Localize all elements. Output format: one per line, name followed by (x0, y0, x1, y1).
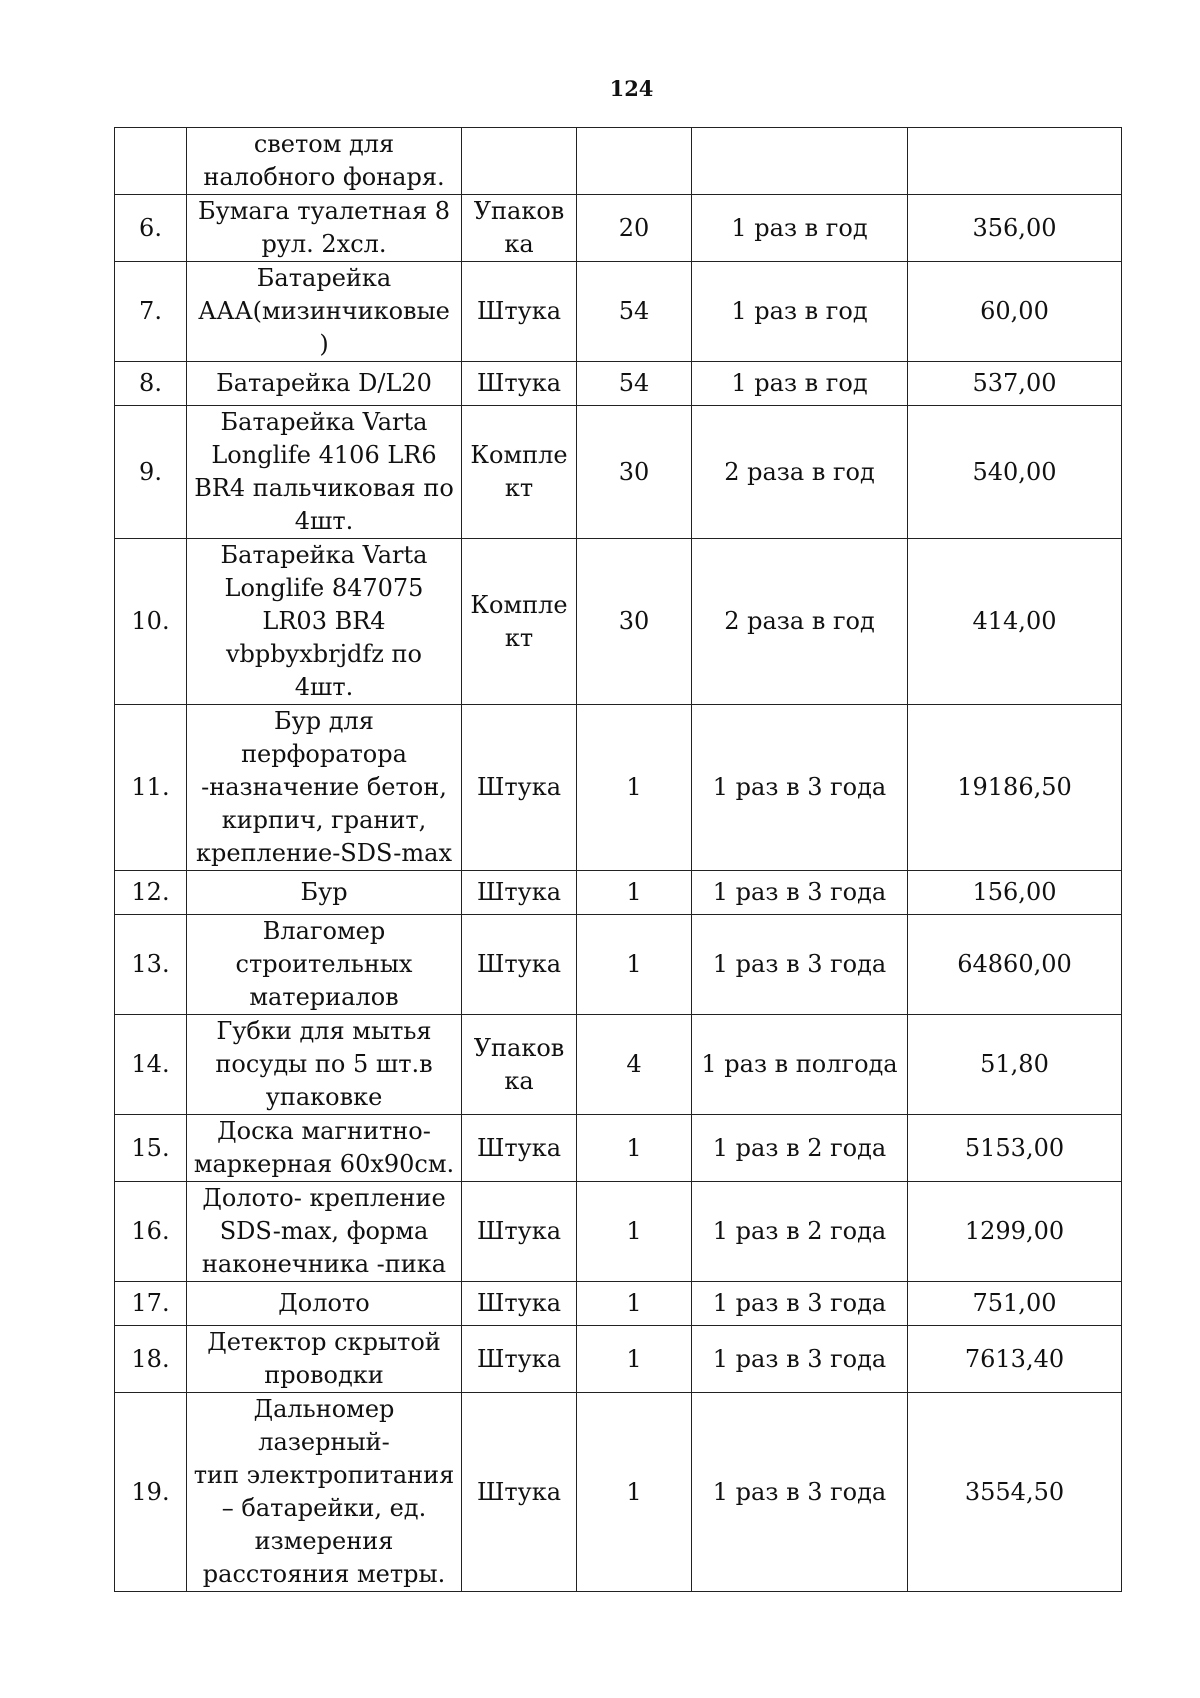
frequency: 1 раз в 3 года (692, 1393, 908, 1592)
frequency: 1 раз в 3 года (692, 1326, 908, 1393)
row-number: 17. (115, 1282, 187, 1326)
quantity (577, 128, 692, 195)
item-name: Дальномер лазерный- тип электропитания – батарейки, ед. измерения расстояния метры. (187, 1393, 462, 1592)
price: 156,00 (908, 871, 1122, 915)
frequency: 1 раз в год (692, 362, 908, 406)
row-number: 18. (115, 1326, 187, 1393)
table-row (115, 1115, 1122, 1182)
item-name: Долото- крепление SDS-max, форма наконечника -пика (187, 1182, 462, 1282)
quantity: 30 (577, 539, 692, 705)
quantity: 1 (577, 871, 692, 915)
price: 537,00 (908, 362, 1122, 406)
item-name: Губки для мытья посуды по 5 шт.в упаковке (187, 1015, 462, 1115)
table-row (115, 362, 1122, 406)
row-number: 9. (115, 406, 187, 539)
unit: Штука (462, 1282, 577, 1326)
unit: Упаков ка (462, 195, 577, 262)
unit: Упаков ка (462, 1015, 577, 1115)
table-row (115, 1393, 1122, 1592)
frequency: 1 раз в полгода (692, 1015, 908, 1115)
price: 540,00 (908, 406, 1122, 539)
table-row (115, 1182, 1122, 1282)
items-table (114, 127, 1122, 1592)
item-name: Батарейка ААА(мизинчиковые ) (187, 262, 462, 362)
item-name: Влагомер строительных материалов (187, 915, 462, 1015)
unit: Штука (462, 1115, 577, 1182)
price: 1299,00 (908, 1182, 1122, 1282)
unit: Штука (462, 915, 577, 1015)
item-name: светом для налобного фонаря. (187, 128, 462, 195)
price: 64860,00 (908, 915, 1122, 1015)
quantity: 4 (577, 1015, 692, 1115)
frequency: 1 раз в 2 года (692, 1115, 908, 1182)
table-row (115, 915, 1122, 1015)
row-number: 16. (115, 1182, 187, 1282)
unit: Штука (462, 1393, 577, 1592)
item-name: Долото (187, 1282, 462, 1326)
table-row (115, 705, 1122, 871)
quantity: 1 (577, 1282, 692, 1326)
row-number: 19. (115, 1393, 187, 1592)
item-name: Батарейка Varta Longlife 4106 LR6 BR4 пальчиковая по 4шт. (187, 406, 462, 539)
frequency: 2 раза в год (692, 539, 908, 705)
frequency: 1 раз в 2 года (692, 1182, 908, 1282)
row-number: 8. (115, 362, 187, 406)
price: 60,00 (908, 262, 1122, 362)
table-row (115, 539, 1122, 705)
row-number: 14. (115, 1015, 187, 1115)
frequency: 1 раз в год (692, 195, 908, 262)
price: 3554,50 (908, 1393, 1122, 1592)
row-number: 6. (115, 195, 187, 262)
frequency: 1 раз в 3 года (692, 871, 908, 915)
item-name: Бур для перфоратора -назначение бетон, кирпич, гранит, крепление-SDS-max (187, 705, 462, 871)
price: 751,00 (908, 1282, 1122, 1326)
unit: Штука (462, 1326, 577, 1393)
price: 414,00 (908, 539, 1122, 705)
unit: Компле кт (462, 539, 577, 705)
table-row (115, 1015, 1122, 1115)
table-row (115, 195, 1122, 262)
item-name: Бур (187, 871, 462, 915)
quantity: 54 (577, 362, 692, 406)
quantity: 54 (577, 262, 692, 362)
quantity: 1 (577, 915, 692, 1015)
frequency: 1 раз в 3 года (692, 1282, 908, 1326)
row-number: 11. (115, 705, 187, 871)
price (908, 128, 1122, 195)
quantity: 1 (577, 1115, 692, 1182)
quantity: 1 (577, 1326, 692, 1393)
row-number: 13. (115, 915, 187, 1015)
item-name: Батарейка Varta Longlife 847075 LR03 BR4 vbpbyxbrjdfz по 4шт. (187, 539, 462, 705)
page-number: 124 (609, 76, 654, 101)
table-row (115, 1326, 1122, 1393)
unit: Штука (462, 1182, 577, 1282)
table-row (115, 1282, 1122, 1326)
row-number: 7. (115, 262, 187, 362)
row-number: 15. (115, 1115, 187, 1182)
item-name: Бумага туалетная 8 рул. 2хсл. (187, 195, 462, 262)
unit (462, 128, 577, 195)
price: 356,00 (908, 195, 1122, 262)
row-number (115, 128, 187, 195)
frequency (692, 128, 908, 195)
unit: Штука (462, 362, 577, 406)
quantity: 1 (577, 1182, 692, 1282)
item-name: Детектор скрытой проводки (187, 1326, 462, 1393)
price: 5153,00 (908, 1115, 1122, 1182)
table-row (115, 406, 1122, 539)
price: 19186,50 (908, 705, 1122, 871)
table-row (115, 871, 1122, 915)
price: 51,80 (908, 1015, 1122, 1115)
unit: Компле кт (462, 406, 577, 539)
table-row (115, 262, 1122, 362)
quantity: 20 (577, 195, 692, 262)
frequency: 1 раз в 3 года (692, 915, 908, 1015)
item-name: Батарейка D/L20 (187, 362, 462, 406)
unit: Штука (462, 262, 577, 362)
price: 7613,40 (908, 1326, 1122, 1393)
frequency: 1 раз в год (692, 262, 908, 362)
unit: Штука (462, 705, 577, 871)
frequency: 2 раза в год (692, 406, 908, 539)
item-name: Доска магнитно- маркерная 60х90см. (187, 1115, 462, 1182)
quantity: 30 (577, 406, 692, 539)
quantity: 1 (577, 1393, 692, 1592)
unit: Штука (462, 871, 577, 915)
frequency: 1 раз в 3 года (692, 705, 908, 871)
table-row (115, 128, 1122, 195)
row-number: 12. (115, 871, 187, 915)
quantity: 1 (577, 705, 692, 871)
row-number: 10. (115, 539, 187, 705)
